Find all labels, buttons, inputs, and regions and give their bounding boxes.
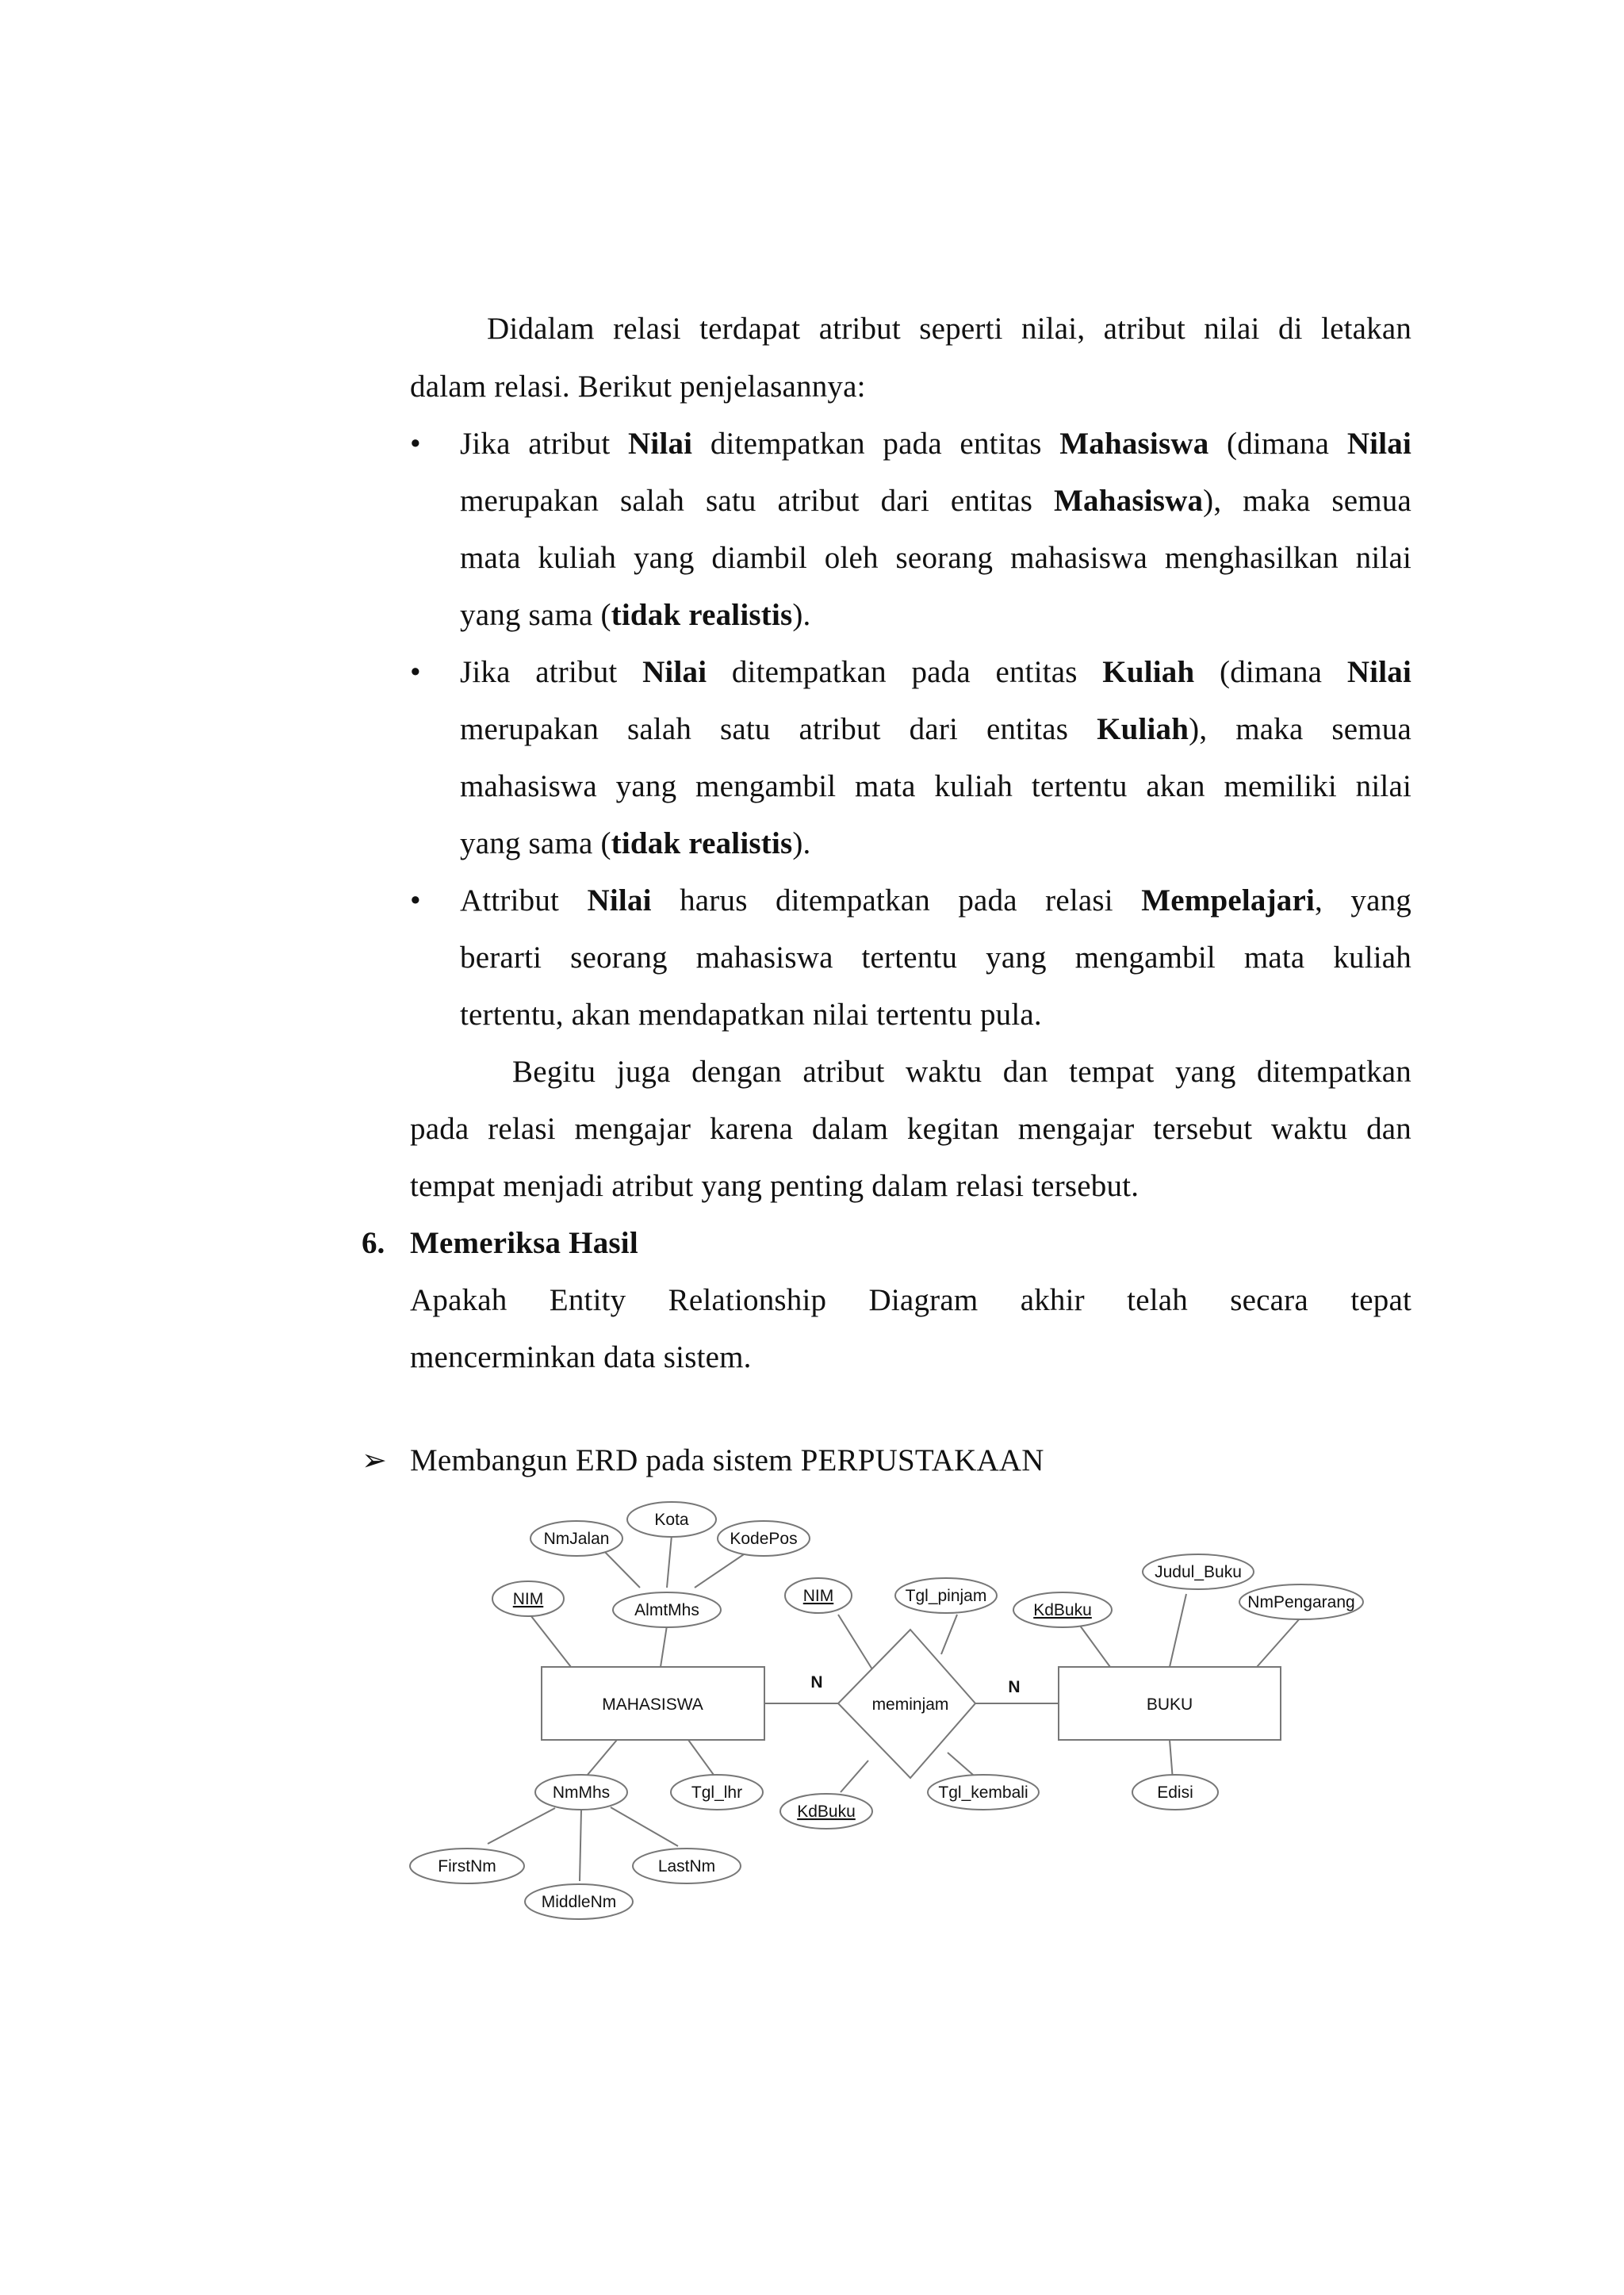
attr-lastnm: LastNm: [657, 1857, 716, 1875]
section-title: Memeriksa Hasil: [410, 1226, 638, 1260]
text: yang sama (: [460, 598, 611, 632]
attr-firstnm: FirstNm: [438, 1857, 496, 1875]
word: terdapat: [699, 312, 801, 346]
connector: [611, 1807, 678, 1846]
bold-text: Nilai: [1346, 655, 1411, 689]
paragraph1-line2: dalam relasi. Berikut penjelasannya:: [410, 370, 866, 404]
attr-kdbuku-rel: KdBuku: [797, 1803, 856, 1821]
word: di: [1277, 312, 1303, 346]
attr-nmjalan: NmJalan: [543, 1530, 610, 1548]
attr-almtmhs: AlmtMhs: [634, 1601, 699, 1619]
attr-nim-rel: NIM: [802, 1587, 834, 1605]
word: atribut: [1103, 312, 1185, 346]
bold-text: tidak realistis: [611, 826, 793, 860]
bold-text: Nilai: [1346, 427, 1411, 461]
attr-kodepos: KodePos: [730, 1530, 798, 1548]
section6-line2: mencerminkan data sistem.: [410, 1340, 752, 1374]
attr-middlenm: MiddleNm: [541, 1893, 617, 1911]
attr-judul-buku: Judul_Buku: [1155, 1563, 1242, 1581]
text: (dimana: [1208, 427, 1347, 461]
cardinality-right: N: [1008, 1678, 1021, 1696]
attr-tgl-lhr: Tgl_lhr: [691, 1784, 743, 1802]
bold-text: Kuliah: [1097, 712, 1189, 746]
bullet2-line2: [460, 711, 1411, 749]
bold-text: Mahasiswa: [1059, 427, 1209, 461]
bold-text: Nilai: [642, 655, 707, 689]
connector: [1170, 1594, 1186, 1667]
bullet3-line1: [460, 882, 1411, 920]
attr-nmmhs: NmMhs: [552, 1784, 611, 1802]
erd-diagram: [403, 1499, 1378, 1943]
text: merupakan salah satu atribut dari entitas: [460, 712, 1097, 746]
connector: [1257, 1618, 1300, 1667]
bold-text: Nilai: [628, 427, 693, 461]
word: atribut: [818, 312, 901, 346]
section-number: 6.: [362, 1226, 385, 1260]
erd-heading: Membangun ERD pada sistem PERPUSTAKAAN: [410, 1443, 1044, 1477]
connector: [841, 1761, 868, 1792]
bullet3-line2: berarti seorang mahasiswa tertentu yang mengambil mata kuliah: [460, 941, 1411, 975]
word: relasi: [613, 312, 681, 346]
paragraph1-line1: [487, 310, 1411, 348]
paragraph2-line3: tempat menjadi atribut yang penting dalam relasi tersebut.: [410, 1169, 1139, 1203]
bold-text: Mahasiswa: [1054, 484, 1204, 518]
bold-text: Nilai: [587, 883, 652, 918]
text: merupakan salah satu atribut dari entitas: [460, 484, 1055, 518]
paragraph2-line1: Begitu juga dengan atribut waktu dan tempat yang ditempatkan: [512, 1055, 1411, 1089]
cardinality-left: N: [810, 1673, 823, 1692]
attr-kota: Kota: [654, 1511, 689, 1529]
connector: [838, 1615, 872, 1669]
word: nilai,: [1021, 312, 1086, 346]
bold-text: Kuliah: [1102, 655, 1195, 689]
bullet1-line3: mata kuliah yang diambil oleh seorang mahasiswa menghasilkan nilai: [460, 541, 1411, 575]
connector: [941, 1615, 957, 1654]
text: ditempatkan pada entitas: [692, 427, 1060, 461]
text: yang sama (: [460, 826, 611, 860]
attr-nmpengarang: NmPengarang: [1247, 1593, 1355, 1611]
bullet2-line4: [460, 825, 811, 863]
connector: [488, 1808, 555, 1844]
bullet-marker: •: [410, 427, 421, 461]
bullet-marker: •: [410, 655, 421, 689]
bullet2-line1: [460, 653, 1411, 692]
section6-line1: Apakah Entity Relationship Diagram akhir telah secara tepat: [410, 1283, 1411, 1317]
word: seperti: [919, 312, 1003, 346]
bullet-marker: •: [410, 883, 421, 918]
text: ditempatkan pada entitas: [707, 655, 1103, 689]
text: (dimana: [1194, 655, 1347, 689]
bold-text: Mempelajari: [1141, 883, 1316, 918]
text: Jika atribut: [460, 427, 629, 461]
bullet1-line1: [460, 425, 1411, 463]
connector: [1080, 1626, 1110, 1667]
text: ).: [792, 598, 811, 632]
word: nilai: [1204, 312, 1260, 346]
text: ), maka semua: [1203, 484, 1411, 518]
text: Attribut: [460, 883, 588, 918]
word: Didalam: [487, 312, 595, 346]
connector: [580, 1810, 581, 1881]
arrow-bullet-icon: ➢: [362, 1444, 387, 1477]
bold-text: tidak realistis: [611, 598, 793, 632]
text: harus ditempatkan pada relasi: [651, 883, 1142, 918]
attr-nim-mhs: NIM: [512, 1590, 544, 1608]
text: Jika atribut: [460, 655, 643, 689]
paragraph2-line2: pada relasi mengajar karena dalam kegitan mengajar tersebut waktu dan: [410, 1112, 1411, 1146]
bullet2-line3: mahasiswa yang mengambil mata kuliah tertentu akan memiliki nilai: [460, 769, 1411, 803]
attr-tgl-pinjam: Tgl_pinjam: [905, 1587, 987, 1605]
word: letakan: [1321, 312, 1412, 346]
connector: [661, 1626, 667, 1667]
bullet3-line3: tertentu, akan mendapatkan nilai tertentu pula.: [460, 998, 1042, 1032]
attr-kdbuku-buku: KdBuku: [1033, 1601, 1092, 1619]
attr-edisi: Edisi: [1157, 1784, 1193, 1802]
entity-mahasiswa-label: MAHASISWA: [602, 1695, 703, 1714]
text: ), maka semua: [1189, 712, 1411, 746]
text: ).: [792, 826, 811, 860]
connector: [695, 1551, 749, 1588]
bullet1-line2: [460, 482, 1411, 520]
text: , yang: [1315, 883, 1411, 918]
connector: [667, 1535, 672, 1588]
entity-buku-label: BUKU: [1146, 1695, 1193, 1714]
attr-tgl-kembali: Tgl_kembali: [938, 1784, 1028, 1802]
relationship-meminjam-label: meminjam: [871, 1695, 949, 1714]
bullet1-line4: [460, 596, 811, 634]
connector: [528, 1612, 571, 1667]
